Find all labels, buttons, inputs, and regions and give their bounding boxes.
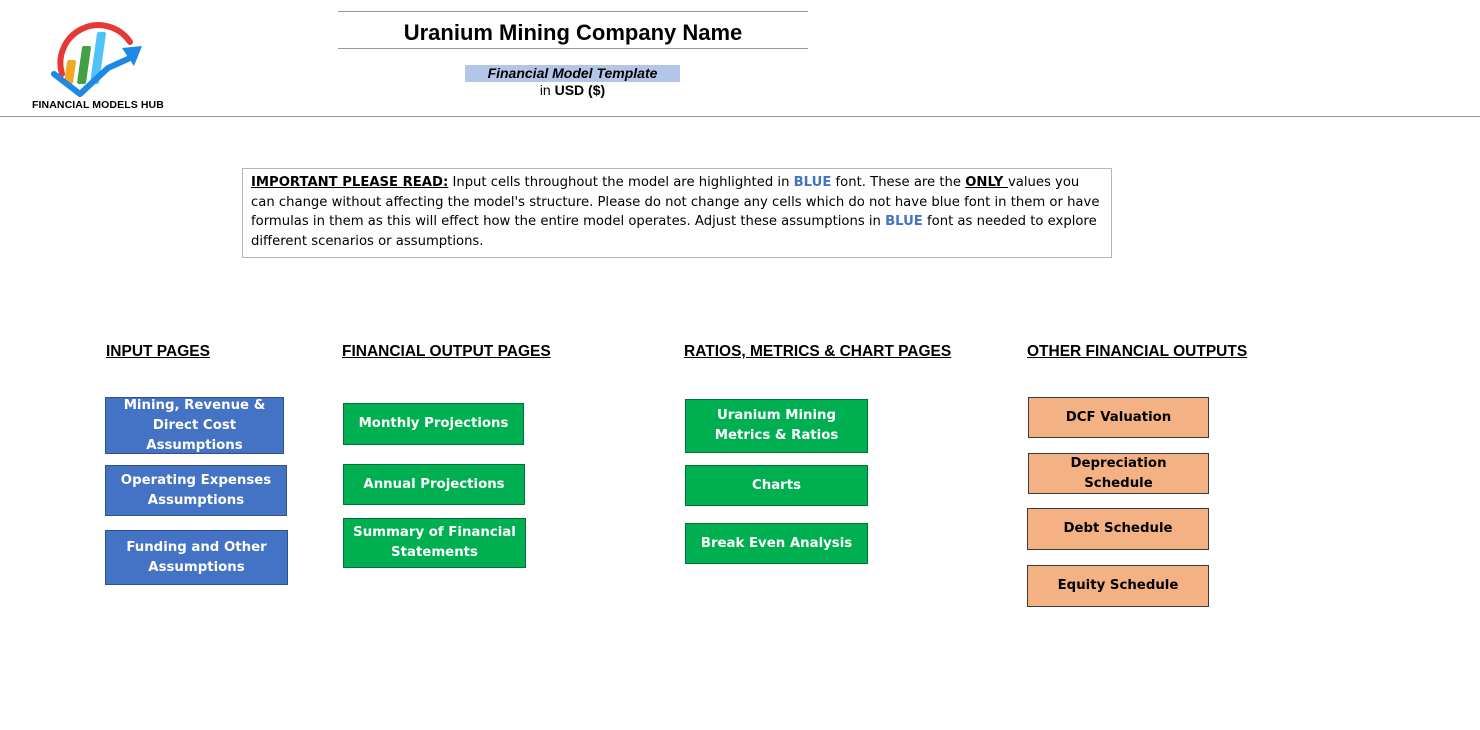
operating-expenses-assumptions-button[interactable]: Operating Expenses Assumptions <box>105 465 287 516</box>
other-financial-outputs-heading: OTHER FINANCIAL OUTPUTS <box>1027 343 1248 360</box>
notice-text-4: font as needed to explore different scenarios or assumptions. <box>251 214 1097 249</box>
currency-value: USD ($) <box>554 82 606 98</box>
mining-revenue-direct-cost-assumptions-button[interactable]: Mining, Revenue & Direct Cost Assumptions <box>105 397 284 454</box>
notice-only: ONLY <box>965 175 1008 190</box>
annual-projections-button[interactable]: Annual Projections <box>343 464 525 505</box>
logo-text: FINANCIAL MODELS HUB <box>32 99 164 111</box>
currency-prefix: in <box>539 82 551 98</box>
break-even-analysis-button[interactable]: Break Even Analysis <box>685 523 868 564</box>
template-label: Financial Model Template <box>465 65 680 82</box>
equity-schedule-button[interactable]: Equity Schedule <box>1027 565 1209 607</box>
header-divider <box>0 116 1480 117</box>
funding-other-assumptions-button[interactable]: Funding and Other Assumptions <box>105 530 288 585</box>
notice-blue-1: BLUE <box>793 175 832 190</box>
notice-lead: IMPORTANT PLEASE READ: <box>251 175 449 190</box>
charts-button[interactable]: Charts <box>685 465 868 506</box>
summary-financial-statements-button[interactable]: Summary of Financial Statements <box>343 518 526 568</box>
title-divider-top <box>338 11 808 12</box>
notice-text-1: Input cells throughout the model are highlighted in <box>448 175 794 190</box>
depreciation-schedule-button[interactable]: Depreciation Schedule <box>1028 453 1209 494</box>
monthly-projections-button[interactable]: Monthly Projections <box>343 403 524 445</box>
input-pages-heading: INPUT PAGES <box>106 343 210 360</box>
notice-text-3: values you can change without affecting the model's structure. Please do not change any cells which do not have blue font in them or have formulas in them as this will effect how the entire model operates. Adjust these assumptions in <box>251 175 1100 230</box>
title-divider-bottom <box>338 48 808 49</box>
notice-blue-2: BLUE <box>885 214 923 230</box>
notice-text-2: font. These are the <box>831 175 966 190</box>
debt-schedule-button[interactable]: Debt Schedule <box>1027 508 1209 550</box>
currency-line <box>465 82 680 98</box>
financial-output-pages-heading: FINANCIAL OUTPUT PAGES <box>342 343 551 360</box>
dcf-valuation-button[interactable]: DCF Valuation <box>1028 397 1209 438</box>
growth-chart-icon <box>30 12 170 112</box>
company-name: Uranium Mining Company Name <box>403 20 743 45</box>
uranium-mining-metrics-ratios-button[interactable]: Uranium Mining Metrics & Ratios <box>685 399 868 453</box>
important-notice <box>242 168 1112 258</box>
company-logo <box>30 12 170 112</box>
ratios-metrics-chart-pages-heading: RATIOS, METRICS & CHART PAGES <box>684 343 952 360</box>
